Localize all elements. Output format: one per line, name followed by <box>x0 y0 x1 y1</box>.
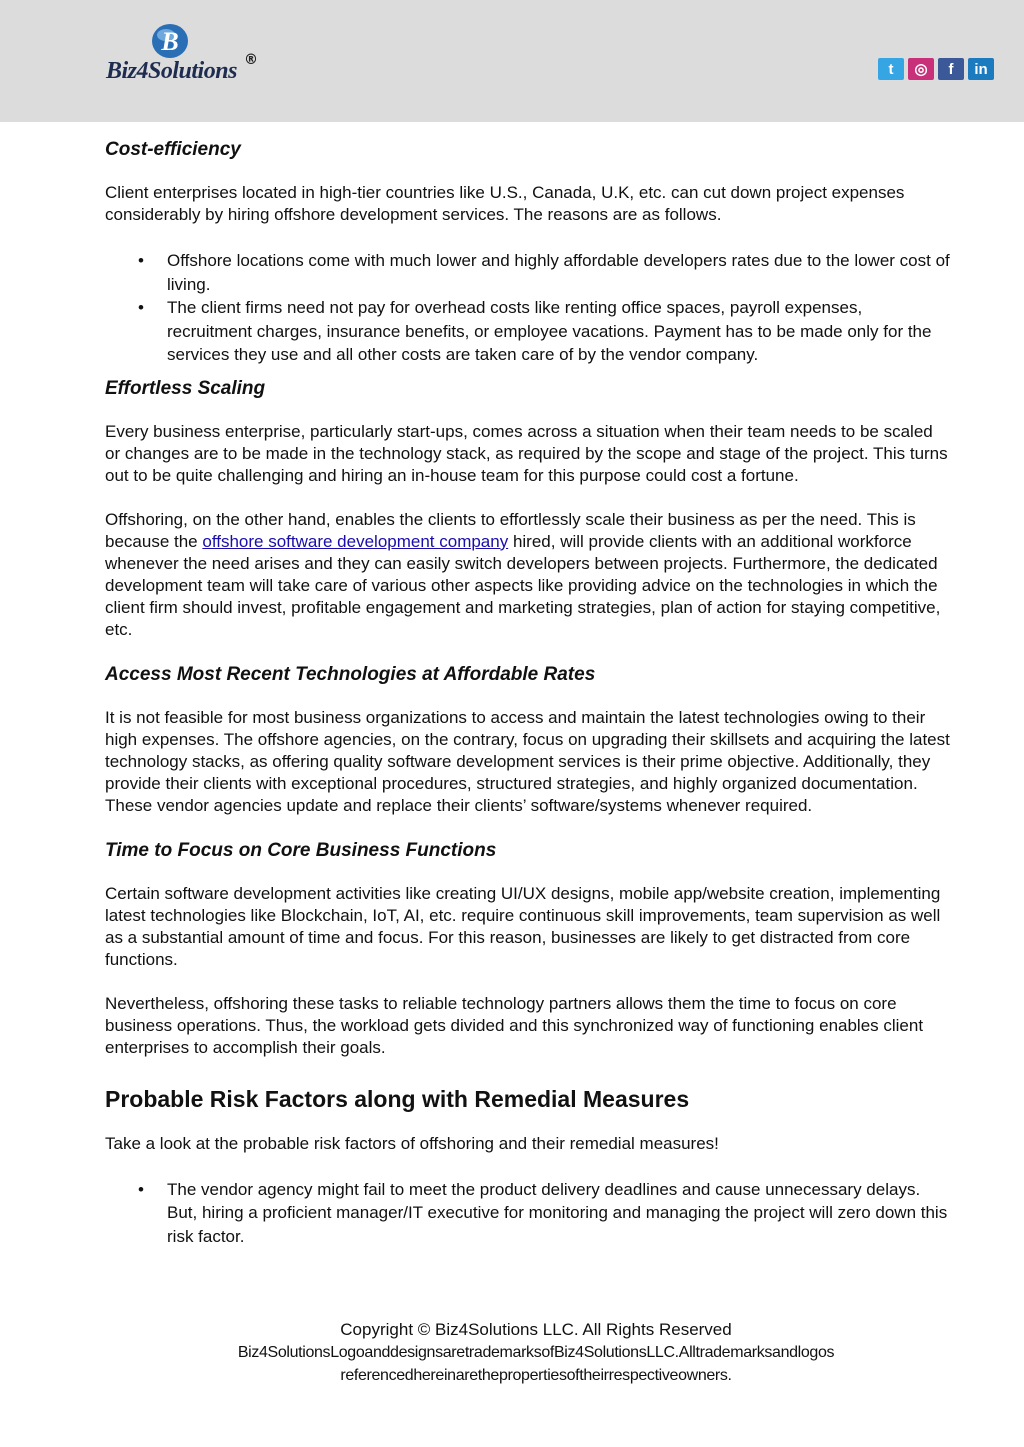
bullet-icon: • <box>138 1179 144 1199</box>
paragraph: Certain software development activities like creating UI/UX designs, mobile app/website creation, implementing latest technologies like Blockchain, IoT, AI, etc. require continuous skill improvements, team supervision as well as a substantial amount of time and focus. For this reason, businesses are likely to get distracted from core functions. <box>105 883 941 969</box>
logo-wordmark: Biz4Solutions <box>106 58 237 84</box>
heading-recent-technologies: Access Most Recent Technologies at Affordable Rates <box>105 663 596 685</box>
copyright-text: Copyright © Biz4Solutions LLC. All Rights Reserved <box>340 1320 732 1339</box>
linkedin-icon[interactable]: in <box>968 58 994 80</box>
bullet-icon: • <box>138 251 144 270</box>
heading-risk-factors: Probable Risk Factors along with Remedial Measures <box>105 1085 690 1112</box>
list-item <box>105 249 950 296</box>
paragraph <box>105 509 950 641</box>
paragraph: Client enterprises located in high-tier countries like U.S., Canada, U.K, etc. can cut down project expenses considerably by hiring offshore development services. The reasons are as follows. <box>105 183 905 224</box>
paragraph-text: hired, will provide clients with an additional workforce whenever the need arises and they can easily switch developers between projects. Furthermore, the dedicated development team will take care of various other aspects like providing advice on the technologies in which the client firm should invest, profitable engagement and marketing strategies, plan of action for staying competitive, etc. <box>105 531 941 639</box>
trademark-text-continued: referencedhereinarethepropertiesoftheirrespectiveowners. <box>340 1367 732 1384</box>
page-header <box>0 0 1024 122</box>
page-footer <box>100 1318 972 1387</box>
paragraph: Nevertheless, offshoring these tasks to reliable technology partners allows them the time to focus on core business operations. Thus, the workload gets divided and this synchronized way of functioning enables client enterprises to accomplish their goals. <box>105 993 924 1057</box>
facebook-icon[interactable]: f <box>938 58 964 80</box>
logo-globe-icon <box>150 22 190 60</box>
document-body <box>105 138 950 1248</box>
instagram-icon[interactable]: ◎ <box>908 58 934 80</box>
trademark-text: Biz4SolutionsLogoanddesignsaretrademarksofBiz4SolutionsLLC.Alltrademarksandlogos <box>237 1344 835 1361</box>
list-item <box>105 1178 950 1249</box>
registered-mark: ® <box>244 52 258 68</box>
heading-effortless-scaling: Effortless Scaling <box>105 377 266 399</box>
list-item-text: The vendor agency might fail to meet the product delivery deadlines and cause unnecessary delays. But, hiring a proficient manager/IT executive for monitoring and managing the project will zero down this risk factor. <box>167 1179 948 1246</box>
twitter-icon[interactable]: t <box>878 58 904 80</box>
bullet-list-risk <box>105 1178 950 1249</box>
list-item <box>105 296 950 367</box>
bullet-list-cost <box>105 249 950 367</box>
paragraph: It is not feasible for most business organizations to access and maintain the latest technologies owing to their high expenses. The offshore agencies, on the contrary, focus on upgrading their skillsets and acquiring the latest technology stacks, as offering quality software development services is their prime objective. Additionally, they provide their clients with exceptional procedures, structured strategies, and highly organized documentation. These vendor agencies update and replace their clients’ software/systems whenever required. <box>105 707 950 815</box>
paragraph: Every business enterprise, particularly start-ups, comes across a situation when their team needs to be scaled or changes are to be made in the technology stack, as required by the scope and stage of the project. This turns out to be quite challenging and hiring an in-house team for this purpose could cost a fortune. <box>105 421 948 485</box>
paragraph-text: Offshoring, on the other hand, enables the clients to effortlessly scale their business as per the need. This is because the <box>105 509 916 551</box>
heading-core-business: Time to Focus on Core Business Functions <box>105 839 497 861</box>
social-links <box>878 58 994 80</box>
list-item-text: Offshore locations come with much lower and highly affordable developers rates due to the lower cost of living. <box>167 251 950 294</box>
heading-cost-efficiency: Cost-efficiency <box>105 139 241 160</box>
offshore-development-link[interactable]: offshore software development company <box>202 531 509 551</box>
list-item-text: The client firms need not pay for overhead costs like renting office spaces, payroll expenses, recruitment charges, insurance benefits, or employee vacations. Payment has to be made only for the services they use and all other costs are taken care of by the vendor company. <box>167 298 932 364</box>
svg-text:B: B <box>161 27 179 56</box>
paragraph: Take a look at the probable risk factors of offshoring and their remedial measures! <box>105 1133 719 1153</box>
biz4solutions-logo[interactable] <box>104 22 264 92</box>
bullet-icon: • <box>138 298 144 317</box>
